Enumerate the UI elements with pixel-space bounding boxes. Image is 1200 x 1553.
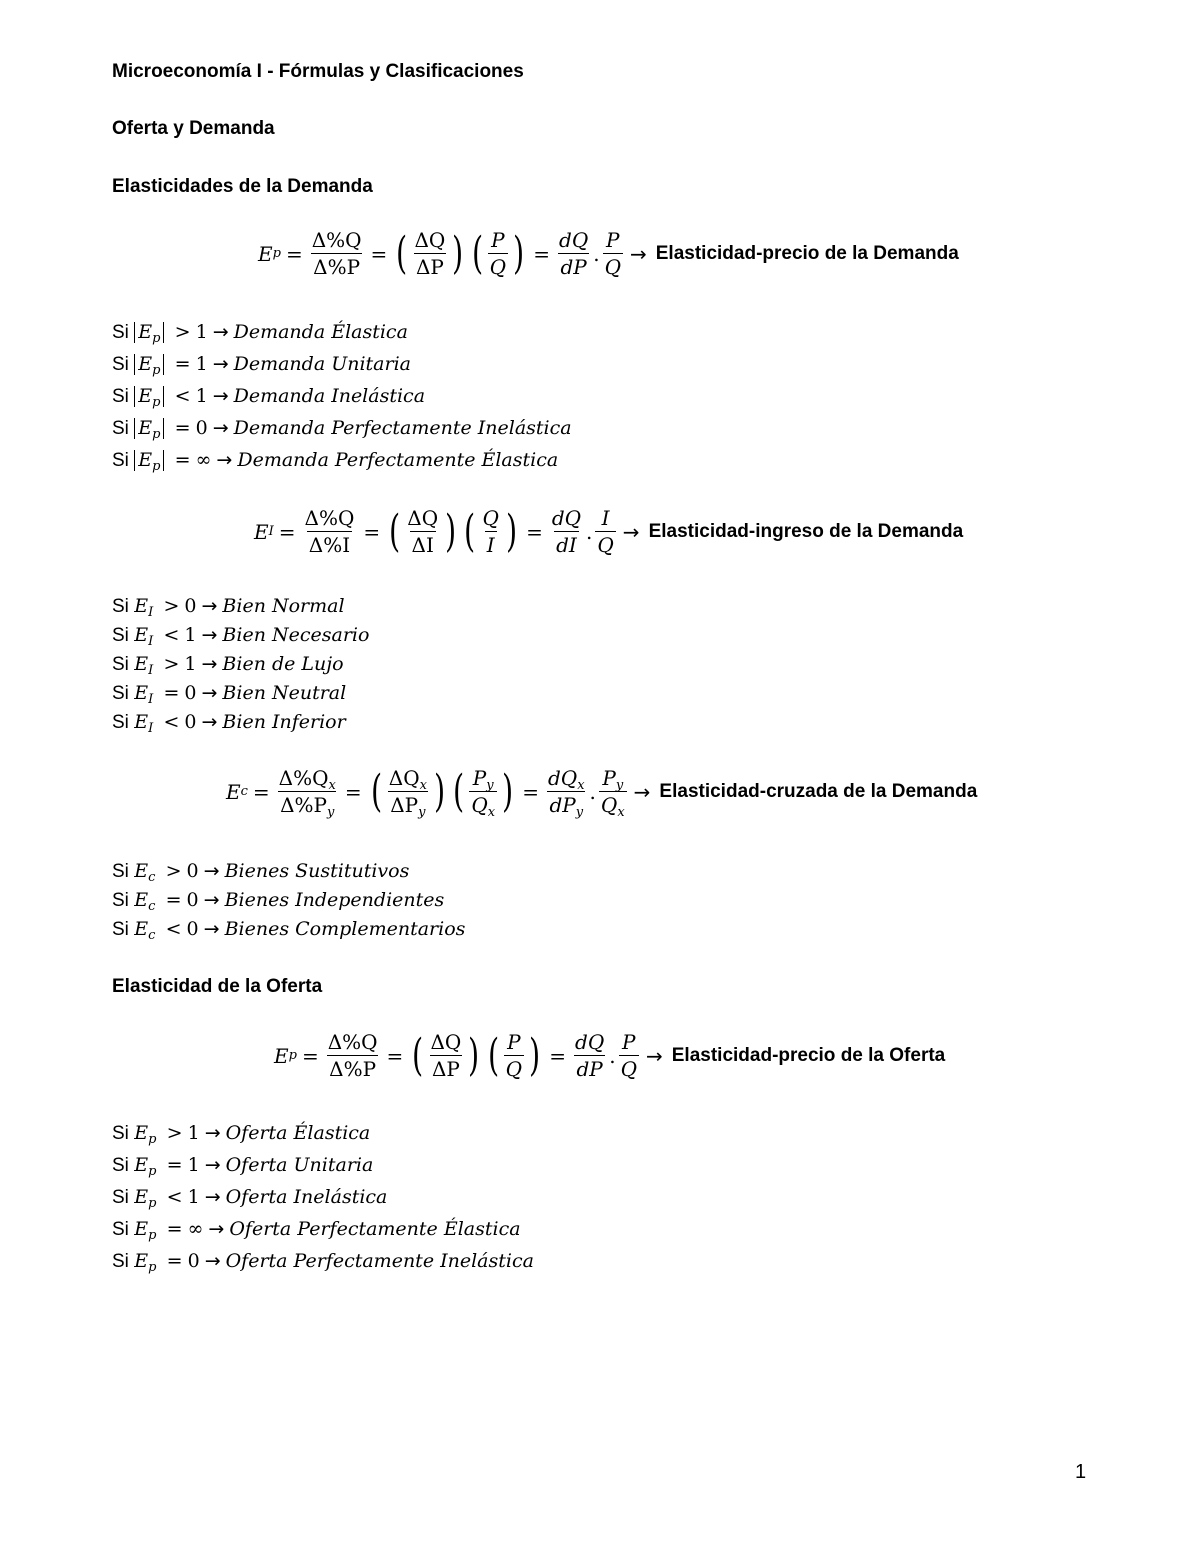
list-item: Si $E_p$ = ∞ → Oferta Perfectamente Élastica: [112, 1218, 521, 1243]
list-item: Si $E_p = 0$ → Oferta Perfectamente Inelástica: [112, 1250, 534, 1275]
arrow-icon: →: [645, 1043, 663, 1068]
equation-label: Elasticidad-cruzada de la Demanda: [659, 780, 978, 802]
equation-label: Elasticidad-precio de la Oferta: [671, 1044, 946, 1066]
list-item: Si $E_I > 0$ → Bien Normal: [112, 595, 345, 620]
list-item: Si $E_p < 1$ → Demanda Inelástica: [112, 385, 426, 410]
list-item: Si $E_c < 0$ → Bienes Complementarios: [112, 918, 466, 943]
equation-price-elasticity-supply: E p = $\frac{\Delta\%Q}{\Delta\%P}$ = ( $\frac{\Delta Q}{\Delta P}$ ) ( $\frac{P}{Q}$ ) = $\frac{dQ}{dP}$ . $\frac{P}{Q}$ → Elasticidad-precio de la Oferta: [274, 1029, 946, 1081]
equation-price-elasticity-demand: E p = $\frac{\Delta\%Q}{\Delta\%P}$ = ( $\frac{\Delta Q}{\Delta P}$ ) ( $\frac{P}{Q}$ ) = $\frac{dQ}{dP}$ . $\frac{P}{Q}$ → Elasticidad-precio de la Demanda: [258, 227, 959, 279]
equation-label: Elasticidad-ingreso de la Demanda: [648, 520, 964, 542]
list-price-demand: [112, 316, 572, 476]
arrow-icon: →: [622, 519, 640, 544]
equation-cross-elasticity-demand: E c = $\frac{\Delta\%Q_x}{\Delta\%P_y}$ = ( $\frac{\Delta Q_x}{\Delta P_y}$ ) ( $\frac{P_y}{Q_x}$ ) = $\frac{dQ_x}{dP_y}$ . $\frac{P_y}{Q_x}$ → Elasticidad-cruzada de la Demanda: [226, 765, 978, 820]
list-item: Si $E_p < 1$ → Oferta Inelástica: [112, 1186, 388, 1211]
equation-label: Elasticidad-precio de la Demanda: [655, 242, 959, 264]
list-item: Si $E_p = 1$ → Demanda Unitaria: [112, 353, 411, 378]
list-cross-demand: [112, 857, 465, 944]
arrow-icon: →: [629, 241, 647, 266]
list-item: Si $E_p > 1$ → Demanda Élastica: [112, 321, 408, 346]
list-item: Si $E_I > 1$ → Bien de Lujo: [112, 653, 344, 678]
subsection-heading-supply: Elasticidad de la Oferta: [112, 976, 323, 997]
list-item: Si $E_c = 0$ → Bienes Independientes: [112, 889, 445, 914]
list-item: Si $E_p > 1$ → Oferta Élastica: [112, 1122, 371, 1147]
list-item: Si $E_c > 0$ → Bienes Sustitutivos: [112, 860, 410, 885]
list-item: Si $E_I < 0$ → Bien Inferior: [112, 711, 346, 736]
list-price-supply: [112, 1117, 534, 1277]
list-item: Si $E_I = 0$ → Bien Neutral: [112, 682, 347, 707]
list-income-demand: [112, 592, 369, 737]
section-heading: Oferta y Demanda: [112, 118, 275, 139]
subsection-heading-demand: Elasticidades de la Demanda: [112, 176, 373, 197]
list-item: Si $E_p$ = ∞ → Demanda Perfectamente Élastica: [112, 449, 559, 474]
list-item: Si $E_p = 1$ → Oferta Unitaria: [112, 1154, 374, 1179]
document-title: Microeconomía I - Fórmulas y Clasificaciones: [112, 61, 524, 82]
page-number: 1: [1075, 1461, 1087, 1483]
list-item: Si $E_I < 1$ → Bien Necesario: [112, 624, 370, 649]
list-item: Si $E_p = 0$ → Demanda Perfectamente Inelástica: [112, 417, 572, 442]
equation-income-elasticity-demand: E I = $\frac{\Delta\%Q}{\Delta\%I}$ = ( $\frac{\Delta Q}{\Delta I}$ ) ( $\frac{Q}{I}$ ) = $\frac{dQ}{dI}$ . $\frac{I}{Q}$ → Elasticidad-ingreso de la Demanda: [254, 505, 964, 557]
arrow-icon: →: [633, 779, 651, 804]
